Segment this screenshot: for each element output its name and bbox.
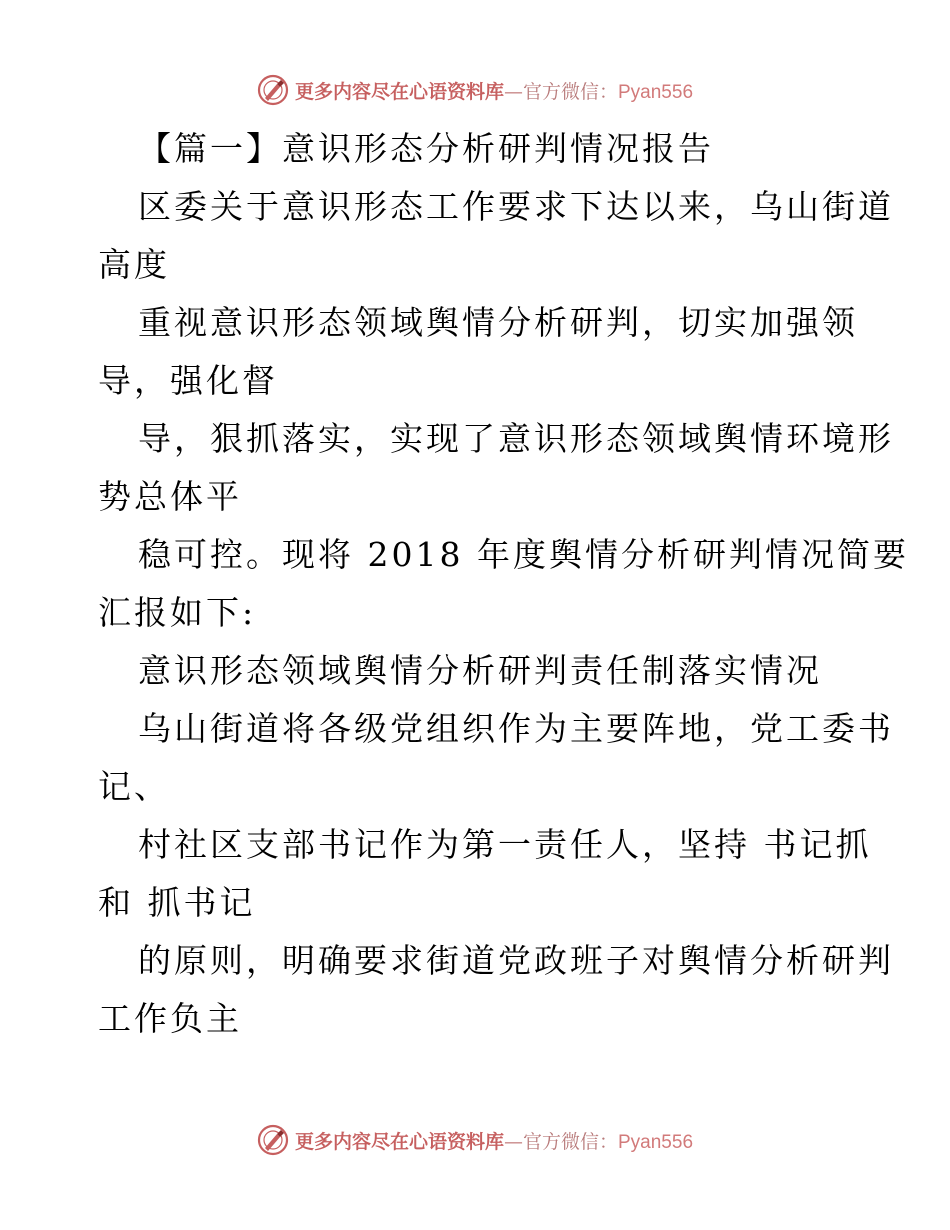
paragraph-line: 区委关于意识形态工作要求下达以来，乌山街道 — [138, 187, 894, 226]
section-heading: 意识形态领域舆情分析研判责任制落实情况 — [138, 651, 822, 690]
pen-logo-icon — [257, 1124, 289, 1156]
banner-text — [295, 1127, 693, 1154]
banner-dash: — — [503, 1130, 523, 1153]
banner-wechat-handle: Pyan556 — [618, 81, 694, 103]
banner-wechat-handle: Pyan556 — [618, 1131, 694, 1153]
paragraph-line: 高度 — [98, 245, 170, 284]
paragraph-line: 工作负主 — [98, 999, 242, 1038]
paragraph-line: 重视意识形态领域舆情分析研判，切实加强领 — [138, 303, 858, 342]
paragraph-line: 和 抓书记 — [98, 883, 256, 922]
paragraph-line: 稳可控。现将 2018 年度舆情分析研判情况简要 — [138, 535, 909, 574]
paragraph-line: 的原则，明确要求街道党政班子对舆情分析研判 — [138, 941, 894, 980]
document-title: 【篇一】意识形态分析研判情况报告 — [138, 129, 714, 168]
banner-sub-text: 官方微信： — [522, 80, 618, 103]
paragraph-line: 记、 — [98, 767, 170, 806]
paragraph-line: 村社区支部书记作为第一责任人，坚持 书记抓 — [138, 825, 872, 864]
pen-logo-icon — [257, 74, 289, 106]
paragraph-line: 汇报如下: — [98, 593, 257, 632]
banner-main-text: 更多内容尽在心语资料库 — [294, 1130, 504, 1153]
banner-text — [295, 77, 693, 104]
footer-banner — [0, 1120, 950, 1160]
banner-sub-text: 官方微信： — [522, 1130, 618, 1153]
paragraph-line: 势总体平 — [98, 477, 242, 516]
paragraph-line: 导，强化督 — [98, 361, 278, 400]
paragraph-line: 导，狠抓落实，实现了意识形态领域舆情环境形 — [138, 419, 894, 458]
banner-main-text: 更多内容尽在心语资料库 — [294, 80, 504, 103]
banner-dash: — — [503, 80, 523, 103]
document-body — [98, 120, 909, 1048]
header-banner — [0, 70, 950, 110]
paragraph-line: 乌山街道将各级党组织作为主要阵地，党工委书 — [138, 709, 894, 748]
